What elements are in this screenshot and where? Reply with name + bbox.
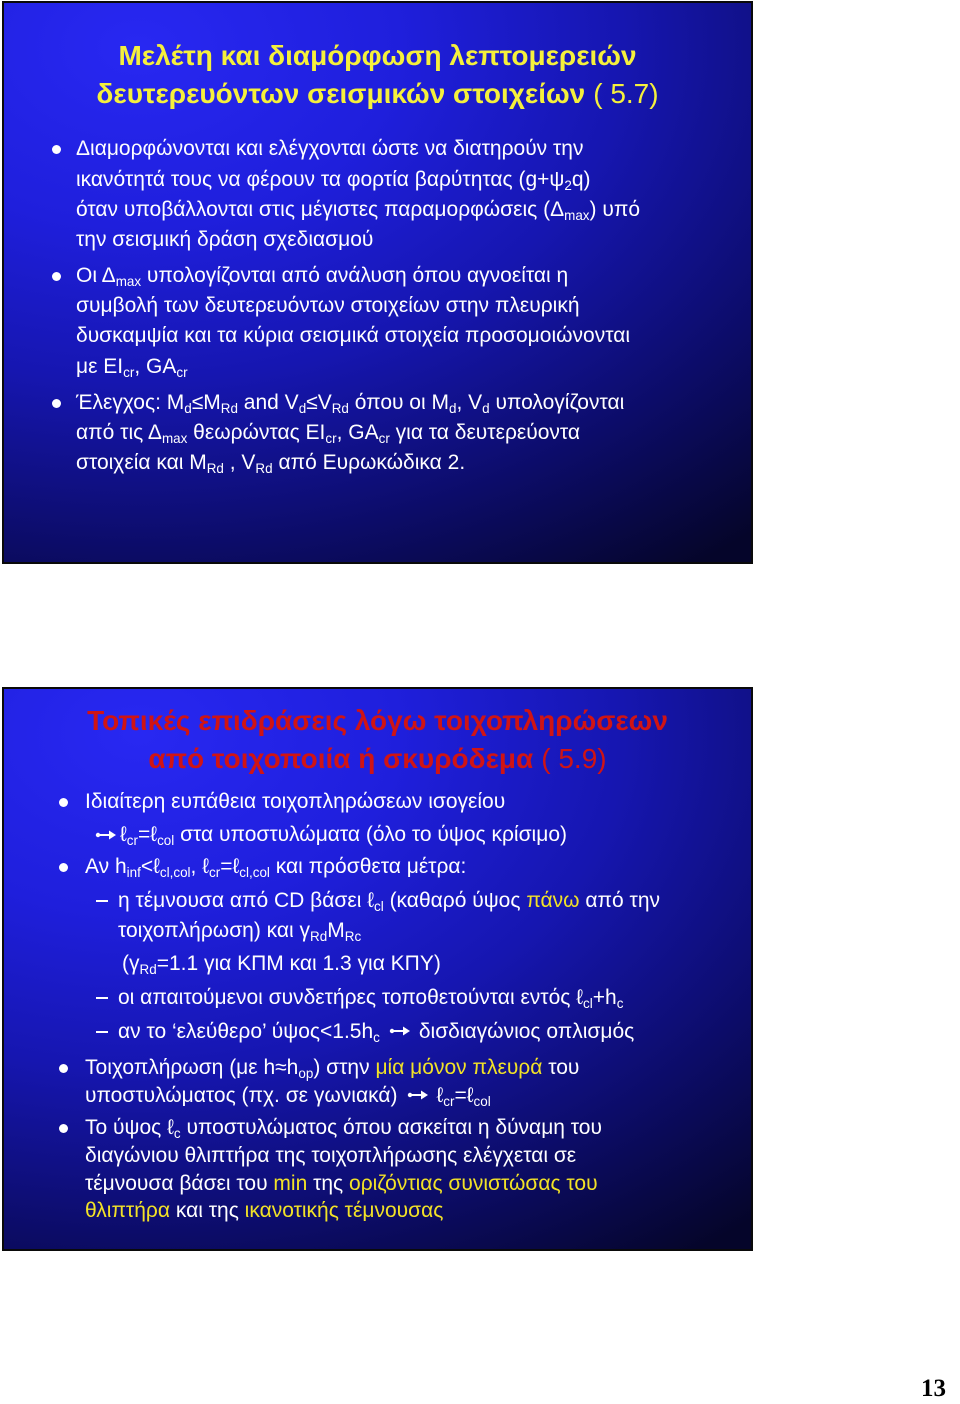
bullet-line bbox=[76, 195, 640, 225]
dash-icon bbox=[96, 1031, 108, 1033]
bullet-dot-icon bbox=[59, 1124, 68, 1133]
text-segment: Διαμορφώνονται και ελέγχονται ώστε να διατηρούν την bbox=[76, 137, 584, 160]
dash-item-line bbox=[118, 886, 660, 916]
title-text: Τοπικές επιδράσεις λόγω τοιχοπληρώσεων bbox=[87, 705, 668, 736]
highlighted-text: μία μόνον πλευρά bbox=[375, 1056, 543, 1079]
text-segment: και πρόσθετα μέτρα: bbox=[269, 855, 467, 878]
text-segment: της bbox=[307, 1172, 350, 1195]
highlighted-text: πάνω bbox=[526, 889, 580, 912]
text-segment: οι απαιτούμενοι συνδετήρες τοποθετούνται εντός ℓ bbox=[118, 986, 584, 1009]
text-segment: ικανότητά τους να φέρουν τα φορτία βαρύτητας (g+ψ bbox=[76, 168, 565, 191]
subscript: cl bbox=[374, 899, 384, 915]
dash-icon bbox=[96, 997, 108, 999]
bullet-line bbox=[76, 418, 580, 448]
text-segment: (γ bbox=[122, 952, 140, 975]
bullet-dot-icon bbox=[52, 145, 61, 154]
text-segment: +h bbox=[592, 986, 617, 1009]
slide-title-line-2 bbox=[4, 740, 751, 778]
text-segment: =ℓ bbox=[220, 855, 240, 878]
subscript: col bbox=[157, 833, 175, 849]
text-segment: υποστυλώματος όπου ασκείται η δύναμη του bbox=[180, 1116, 602, 1139]
text-segment: and V bbox=[237, 391, 299, 414]
bullet-line bbox=[76, 388, 624, 418]
text-segment: Οι Δ bbox=[76, 264, 116, 287]
subscript: Rc bbox=[344, 929, 362, 945]
subscript: cl bbox=[583, 996, 593, 1012]
text-segment: , GA bbox=[336, 421, 379, 444]
bullet-dot-icon bbox=[52, 272, 61, 281]
subscript: c bbox=[616, 996, 624, 1012]
dash-item-line bbox=[118, 916, 361, 946]
highlighted-text: οριζόντιας συνιστώσας του bbox=[349, 1172, 598, 1195]
text-segment: από την bbox=[579, 889, 661, 912]
title-text: από τοιχοποιία ή σκυρόδεμα bbox=[148, 743, 534, 774]
bullet-line bbox=[76, 261, 568, 291]
subscript: cr bbox=[176, 365, 188, 381]
text-segment: υποστυλώματος (πχ. σε γωνιακά) bbox=[85, 1084, 398, 1107]
bullet-line bbox=[76, 291, 580, 321]
text-segment: τέμνουσα βάσει του bbox=[85, 1172, 274, 1195]
subscript: cr bbox=[126, 833, 138, 849]
subscript: max bbox=[564, 208, 590, 224]
text-segment: όπου οι M bbox=[348, 391, 449, 414]
bullet-line bbox=[85, 852, 466, 882]
bullet-dot-icon bbox=[59, 863, 68, 872]
arrow-right-icon bbox=[95, 829, 117, 841]
text-segment: ≤V bbox=[306, 391, 332, 414]
text-segment: , ℓ bbox=[190, 855, 210, 878]
bullet-dot-icon bbox=[52, 399, 61, 408]
page-number: 13 bbox=[921, 1375, 946, 1402]
text-segment: Έλεγχος: M bbox=[76, 391, 185, 414]
subscript: cr bbox=[443, 1094, 455, 1110]
text-segment: ) υπό bbox=[589, 198, 641, 221]
bullet-line bbox=[76, 321, 630, 351]
subscript: max bbox=[161, 431, 188, 447]
bullet-line bbox=[85, 1169, 598, 1199]
slide-title-line-2 bbox=[4, 75, 751, 113]
text-segment: δισδιαγώνιος οπλισμός bbox=[418, 1020, 635, 1043]
subscript: cl,col bbox=[239, 865, 270, 881]
text-segment: (καθαρό ύψος bbox=[383, 889, 527, 912]
text-segment: , GA bbox=[134, 355, 177, 378]
subscript: cl,col bbox=[159, 865, 191, 881]
text-segment: =ℓ bbox=[138, 823, 158, 846]
text-segment: M bbox=[327, 919, 345, 942]
text-segment: από τις Δ bbox=[76, 421, 162, 444]
section-reference: ( 5.9) bbox=[541, 743, 607, 774]
subscript: cr bbox=[378, 431, 390, 447]
text-segment: δυσκαμψία και τα κύρια σεισμικά στοιχεία προσομοιώνονται bbox=[76, 324, 630, 347]
text-segment: , V bbox=[456, 391, 483, 414]
dash-item-line bbox=[118, 1017, 634, 1047]
subscript: d bbox=[298, 401, 307, 417]
text-segment: στοιχεία και M bbox=[76, 451, 207, 474]
text-segment: για τα δευτερεύοντα bbox=[389, 421, 581, 444]
bullet-line bbox=[85, 1141, 576, 1171]
text-segment: υπολογίζονται bbox=[489, 391, 625, 414]
bullet-line bbox=[85, 1113, 602, 1143]
bullet-line bbox=[76, 134, 584, 164]
sub-item-line bbox=[120, 820, 567, 850]
subscript: col bbox=[473, 1094, 491, 1110]
text-segment: τοιχοπλήρωση) και γ bbox=[118, 919, 311, 942]
dash-icon bbox=[96, 900, 108, 902]
text-segment: στα υποστυλώματα (όλο το ύψος κρίσιμο) bbox=[174, 823, 567, 846]
text-segment: όταν υποβάλλονται στις μέγιστες παραμορφώσεις (Δ bbox=[76, 198, 565, 221]
text-segment: αν το ‘ελεύθερο’ ύψος<1.5h bbox=[118, 1020, 374, 1043]
text-segment: ℓ bbox=[120, 823, 127, 846]
text-segment: ℓ bbox=[436, 1084, 444, 1107]
text-segment: με EI bbox=[76, 355, 124, 378]
text-segment: την σεισμική δράση σχεδιασμού bbox=[76, 228, 374, 251]
text-segment: υπολογίζονται από ανάλυση όπου αγνοείται η bbox=[141, 264, 569, 287]
subscript: max bbox=[115, 274, 142, 290]
text-segment: ≤M bbox=[191, 391, 221, 414]
bullet-line bbox=[76, 165, 591, 195]
bullet-line bbox=[76, 352, 188, 382]
subscript: 2 bbox=[564, 178, 572, 194]
text-segment: =1.1 για ΚΠΜ και 1.3 για ΚΠΥ) bbox=[156, 952, 441, 975]
text-segment: διαγώνιου θλιπτήρα της τοιχοπλήρωσης ελέγχεται σε bbox=[85, 1144, 577, 1167]
bullet-line bbox=[85, 1081, 491, 1111]
text-segment: συμβολή των δευτερευόντων στοιχείων στην πλευρική bbox=[76, 294, 580, 317]
text-segment: Ιδιαίτερη ευπάθεια τοιχοπληρώσεων ισογείου bbox=[85, 790, 506, 813]
slide-title-line-1 bbox=[4, 702, 751, 740]
text-segment: <ℓ bbox=[140, 855, 160, 878]
highlighted-text: min bbox=[273, 1172, 308, 1195]
text-segment: η τέμνουσα από CD βάσει ℓ bbox=[118, 889, 375, 912]
bullet-dot-icon bbox=[59, 1064, 68, 1073]
text-segment: , V bbox=[223, 451, 256, 474]
section-reference: ( 5.7) bbox=[593, 78, 659, 109]
text-segment: Τοιχοπλήρωση (με h≈h bbox=[85, 1056, 299, 1079]
bullet-dot-icon bbox=[59, 798, 68, 807]
subscript: inf bbox=[126, 865, 141, 881]
text-segment: ) στην bbox=[313, 1056, 376, 1079]
arrow-right-icon bbox=[407, 1089, 429, 1101]
text-segment: θεωρώντας EI bbox=[187, 421, 326, 444]
subscript: cr bbox=[209, 865, 221, 881]
subscript: Rd bbox=[206, 461, 224, 477]
text-segment: του bbox=[542, 1056, 580, 1079]
subscript: Rd bbox=[255, 461, 273, 477]
text-segment: q) bbox=[571, 168, 591, 191]
text-segment: από Ευρωκώδικα 2. bbox=[272, 451, 466, 474]
bullet-line bbox=[85, 787, 505, 817]
highlighted-text: θλιπτήρα bbox=[85, 1199, 170, 1222]
subscript: d bbox=[482, 401, 490, 417]
dash-item-line bbox=[122, 949, 441, 979]
arrow-right-icon bbox=[389, 1025, 411, 1037]
title-text: Μελέτη και διαμόρφωση λεπτομερειών bbox=[118, 40, 637, 71]
subscript: Rd bbox=[220, 401, 238, 417]
text-segment: Αν h bbox=[85, 855, 127, 878]
slide-title-line-1 bbox=[4, 37, 751, 75]
subscript: Rd bbox=[310, 929, 328, 945]
bullet-line bbox=[76, 448, 465, 478]
bullet-line bbox=[85, 1196, 443, 1226]
bullet-line bbox=[76, 225, 373, 255]
slide-infill-local-effects bbox=[2, 687, 753, 1251]
subscript: c bbox=[173, 1126, 181, 1142]
dash-item-line bbox=[118, 983, 623, 1013]
slide-secondary-seismic-elements bbox=[2, 1, 753, 564]
subscript: c bbox=[373, 1030, 380, 1046]
highlighted-text: ικανοτικής τέμνουσας bbox=[244, 1199, 444, 1222]
subscript: d bbox=[448, 401, 457, 417]
title-text: δευτερευόντων σεισμικών στοιχείων bbox=[96, 78, 586, 109]
text-segment: =ℓ bbox=[454, 1084, 474, 1107]
text-segment: Το ύψος ℓ bbox=[85, 1116, 174, 1139]
text-segment: και της bbox=[170, 1199, 245, 1222]
subscript: cr bbox=[123, 365, 135, 381]
subscript: Rd bbox=[139, 962, 157, 978]
subscript: d bbox=[184, 401, 192, 417]
bullet-line bbox=[85, 1053, 579, 1083]
subscript: cr bbox=[325, 431, 337, 447]
subscript: op bbox=[298, 1066, 314, 1082]
subscript: Rd bbox=[331, 401, 349, 417]
